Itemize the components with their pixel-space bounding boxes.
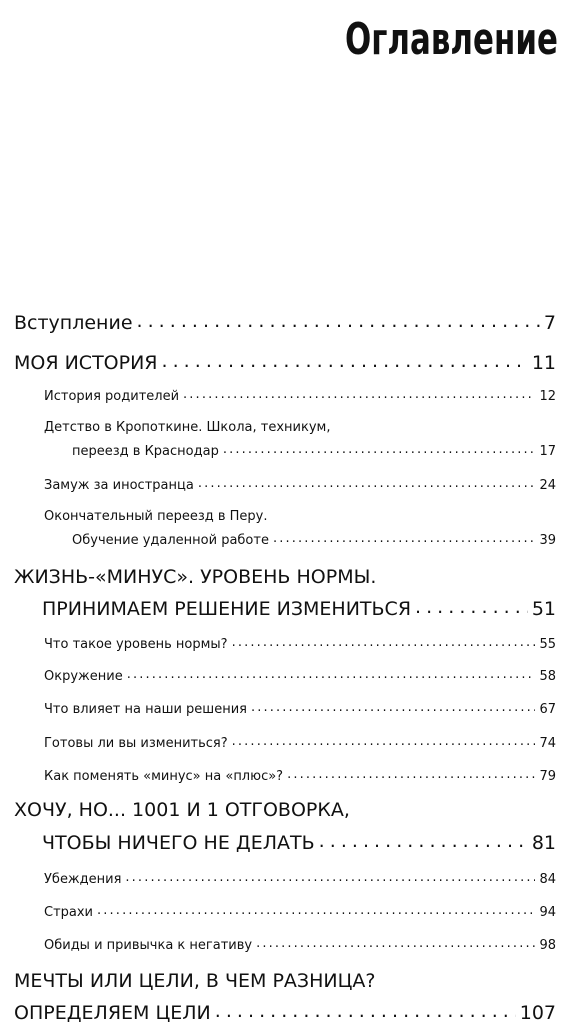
dot-leader xyxy=(125,870,535,883)
toc-page-number: 58 xyxy=(539,669,556,684)
toc-entry-part-4-line1: МЕЧТЫ ИЛИ ЦЕЛИ, В ЧЕМ РАЗНИЦА? xyxy=(14,970,376,992)
toc-entry-part-2-line1: ЖИЗНЬ-«МИНУС». УРОВЕНЬ НОРМЫ. xyxy=(14,566,377,588)
dot-leader xyxy=(232,734,536,747)
toc-entry-childhood-line1: Детство в Кропоткине. Школа, техникум, xyxy=(44,420,331,435)
toc-entry-part-4[interactable] xyxy=(14,1000,556,1024)
dot-leader xyxy=(183,387,535,400)
dot-leader xyxy=(198,476,536,489)
toc-entry-ready-to-change[interactable] xyxy=(44,734,556,751)
dot-leader xyxy=(232,635,536,648)
dot-leader xyxy=(273,531,536,544)
toc-entry-peru-line1: Окончательный переезд в Перу. xyxy=(44,509,268,524)
toc-entry-childhood[interactable] xyxy=(72,442,556,459)
toc-entry-part-1[interactable] xyxy=(14,350,556,374)
dot-leader xyxy=(415,596,528,615)
toc-label: Готовы ли вы измениться? xyxy=(44,736,228,751)
toc-page-number: 11 xyxy=(531,352,556,374)
toc-label: Окружение xyxy=(44,669,123,684)
toc-page-number: 84 xyxy=(539,872,556,887)
dot-leader xyxy=(97,903,535,916)
toc-label: Замуж за иностранца xyxy=(44,478,194,493)
toc-entry-fears[interactable] xyxy=(44,903,556,920)
toc-page-number: 94 xyxy=(539,905,556,920)
dot-leader xyxy=(256,936,535,949)
dot-leader xyxy=(215,1000,516,1019)
toc-entry-norm-level[interactable] xyxy=(44,635,556,652)
toc-page-number: 98 xyxy=(539,938,556,953)
toc-entry-resentment[interactable] xyxy=(44,936,556,953)
toc-page-number: 67 xyxy=(539,702,556,717)
toc-entry-part-2[interactable] xyxy=(42,596,556,620)
dot-leader xyxy=(287,767,535,780)
toc-label: Обучение удаленной работе xyxy=(72,533,269,548)
toc-page-number: 17 xyxy=(539,444,556,459)
toc-label: переезд в Краснодар xyxy=(72,444,219,459)
toc-label: Убеждения xyxy=(44,872,122,887)
dot-leader xyxy=(251,700,535,713)
toc-label: ЧТОБЫ НИЧЕГО НЕ ДЕЛАТЬ xyxy=(42,832,315,854)
toc-entry-minus-to-plus[interactable] xyxy=(44,767,556,784)
toc-entry-environment[interactable] xyxy=(44,667,556,684)
toc-page-number: 107 xyxy=(519,1002,556,1024)
dot-leader xyxy=(137,310,540,329)
toc-label: МОЯ ИСТОРИЯ xyxy=(14,352,158,374)
toc-label: ПРИНИМАЕМ РЕШЕНИЕ ИЗМЕНИТЬСЯ xyxy=(42,598,412,620)
toc-entry-parents-history[interactable] xyxy=(44,387,556,404)
toc-label: Что такое уровень нормы? xyxy=(44,637,228,652)
toc-label: Обиды и привычка к негативу xyxy=(44,938,253,953)
dot-leader xyxy=(127,667,536,680)
toc-label: Вступление xyxy=(14,312,133,334)
toc-page-number: 7 xyxy=(543,312,556,334)
toc-label: ОПРЕДЕЛЯЕМ ЦЕЛИ xyxy=(14,1002,211,1024)
toc-entry-beliefs[interactable] xyxy=(44,870,556,887)
toc-page-number: 74 xyxy=(539,736,556,751)
dot-leader xyxy=(223,442,536,455)
toc-page-number: 51 xyxy=(531,598,556,620)
toc-entry-part-3-line1: ХОЧУ, НО... 1001 И 1 ОТГОВОРКА, xyxy=(14,799,350,821)
toc-page-number: 55 xyxy=(539,637,556,652)
toc-entry-decisions[interactable] xyxy=(44,700,556,717)
toc-entry-part-3[interactable] xyxy=(42,830,556,854)
toc-entry-intro[interactable] xyxy=(14,310,556,334)
toc-page-number: 81 xyxy=(531,832,556,854)
toc-page-number: 12 xyxy=(539,389,556,404)
toc-entry-peru[interactable] xyxy=(72,531,556,548)
toc-label: Что влияет на наши решения xyxy=(44,702,247,717)
toc-page-number: 24 xyxy=(539,478,556,493)
page-title: Оглавление xyxy=(345,14,558,65)
toc-page-number: 79 xyxy=(539,769,556,784)
toc-label: История родителей xyxy=(44,389,180,404)
dot-leader xyxy=(319,830,528,849)
toc-entry-marriage[interactable] xyxy=(44,476,556,493)
toc-label: Как поменять «минус» на «плюс»? xyxy=(44,769,284,784)
dot-leader xyxy=(162,350,528,369)
toc-label: Страхи xyxy=(44,905,94,920)
toc-page-number: 39 xyxy=(539,533,556,548)
